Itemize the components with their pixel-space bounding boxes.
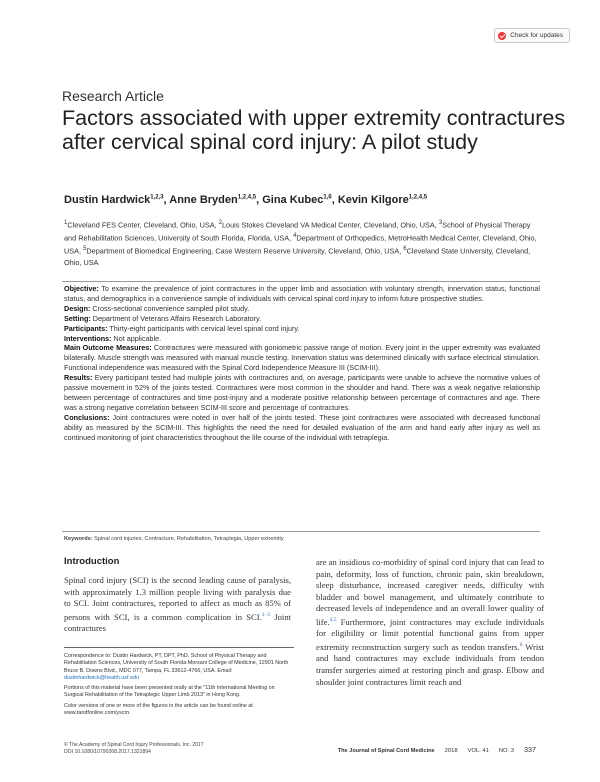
affiliation: School of Physical Therapy and Rehabilitation Sciences, University of South Florida, Florida, USA,: [64, 220, 531, 243]
author-affiliation-marker: 1,2,4,5: [237, 194, 257, 201]
copyright-line: © The Academy of Spinal Cord Injury Professionals, Inc. 2017: [64, 742, 204, 748]
journal-year: 2018: [444, 748, 458, 754]
email-link[interactable]: dustinhardwick@health.usf.edu: [64, 674, 139, 681]
affiliations: $^1$Cleveland FES Center, Cleveland, Ohio, USA, $^2$Louis Stokes Cleveland VA Medical Center, Cleveland, Ohio, USA, $^3$School of Physical Therapy and Rehabilitation Sciences, University of South Florida, Florida, USA, $^4$Department of Orthopedics, MetroHealth Medical Center, Cleveland, Ohio, USA, $^5$Department of Biomedical Engineering, Case Western Reserve University, Cleveland, Ohio, USA, $^6$Cleveland State University, Cleveland, Ohio, USA: [64, 220, 537, 268]
check-for-updates-button[interactable]: [494, 28, 570, 43]
check-for-updates-label: Check for updates: [510, 32, 563, 39]
footer-copyright: [64, 742, 204, 757]
author-name: Kevin Kilgore: [337, 194, 409, 206]
affiliation: Cleveland State University, Cleveland, Ohio, USA: [64, 246, 531, 268]
article-title: Factors associated with upper extremity contractures after cervical spinal cord injury: A pilot study: [62, 106, 566, 154]
keywords: Keywords: Spinal cord injuries, Contracture, Rehabilitation, Tetraplegia, Upper extremity: [64, 536, 284, 542]
abstract-section: Conclusions: Joint contractures were noted in over half of the joints tested. These joint contractures were associated with decreased functional ability as measured by the SCIM-III. This highlights the need the need for detailed evaluation of the arm and hand early after injury as well as continued monitoring of joint characteristics throughout the life course of the individual with tetraplegia.: [64, 412, 541, 442]
author-name: Anne Bryden: [169, 194, 238, 206]
intro-paragraph-right: are an insidious co-morbidity of spinal cord injury that can lead to pain, deformity, loss of function, chronic pain, skin breakdown, sleep disturbance, increased caregiver needs, difficulty with bladder and bowel management, and ultimately contribute to decreased levels of independence and an overall lower quality of life.$^{4,5}$ Furthermore, joint contractures may exclude individuals for eligibility or limit potential functional gains from upper extremity reconstruction surgery such as tendon transfers.$^6$ Wrist and hand contractures may exclude individuals from tendon transfer surgeries aimed at restoring pinch and grasp. Elbow and shoulder joint contractures limit reach and: [316, 557, 544, 687]
check-icon: [498, 32, 506, 40]
journal-volume: VOL. 41: [467, 748, 489, 754]
author-affiliation-marker: 1,2,4,5: [408, 194, 428, 201]
abstract-section: Interventions: Not applicable.: [64, 333, 162, 343]
citation-link[interactable]: 4,5: [329, 616, 337, 623]
affiliation: Department of Orthopedics, MetroHealth Medical Center, Cleveland, Ohio, USA,: [64, 233, 537, 256]
article-type: Research Article: [62, 88, 164, 104]
author-affiliation-marker: 1,6: [323, 194, 332, 201]
author-list: Dustin Hardwick$^{1,2,3}$, Anne Bryden$^{1,2,4,5}$, Gina Kubec$^{1,6}$, Kevin Kilgore$^{1,2,4,5}$: [64, 194, 428, 206]
footer-journal-info: [338, 745, 536, 754]
affiliation: Louis Stokes Cleveland VA Medical Center, Cleveland, Ohio, USA,: [221, 220, 437, 230]
doi-line[interactable]: DOI 10.1080/10790268.2017.1321894: [64, 749, 151, 756]
citation-link[interactable]: 6: [519, 642, 523, 649]
page-number: 337: [524, 745, 536, 754]
journal-issue: NO. 3: [498, 748, 514, 754]
section-heading-introduction: Introduction: [64, 556, 120, 567]
affiliation: Cleveland FES Center, Cleveland, Ohio, USA,: [67, 220, 217, 230]
abstract-section: Setting: Department of Veterans Affairs Research Laboratory.: [64, 313, 262, 323]
author-affiliation-marker: 1,2,3: [150, 194, 164, 201]
abstract-section: Results: Every participant tested had multiple joints with contractures and, on average, participants were unable to achieve the normative values of passive movement in 52% of the joints tested. Contractures were most common in the shoulder and hand. There was a weak negative relationship between percentage of contractures and time post-injury and a moderate positive relationship between percentage of contractures and age. There was a strong negative correlation between SCIM-III score and percentage of contractures.: [64, 373, 540, 412]
intro-paragraph-left: Spinal cord injury (SCI) is the second leading cause of paralysis, with approximately 1.3 million people living with paralysis due to SCI. Joint contractures, reported to affect as much as 85% of persons with SCI, is a common complication in SCI.$^{1-3}$ Joint contractures: [64, 575, 291, 634]
journal-name: The Journal of Spinal Cord Medicine: [337, 748, 435, 754]
abstract-section: Participants: Thirty-eight participants with cervical level spinal cord injury.: [64, 323, 300, 333]
abstract-section: Design: Cross-sectional convenience sampled pilot study.: [64, 303, 250, 313]
correspondence-note: Correspondence to: Dustin Hardwick, PT, DPT, PhD, School of Physical Therapy and Rehabilitation Sciences, University of South Florida Morsani College of Medicine, 12901 North Bruce B. Downs Blvd., MDC 077, Tampa, FL 33612-4766, USA. Email: dustinhardwick@health.usf.edu Portions of this material have been presented orally at the "11th International Meeting on Surgical Rehabilitation of the Tetraplegic Upper Limb 2013" in Hong Kong. Color versions of one or more of the figures in the article can be found online at www.tandfonline.com/yscm.: [64, 647, 294, 720]
author-name: Dustin Hardwick: [64, 194, 151, 206]
abstract-section: Objective: To examine the prevalence of joint contractures in the upper limb and association with voluntary strength, innervation status, functional status, and demographics in a convenience sample of individuals with cervical spinal cord injury to inform future prospective studies.: [64, 284, 540, 303]
citation-link[interactable]: 1–3: [261, 611, 271, 618]
abstract-section: Main Outcome Measures: Contractures were measured with goniometric passive range of motion. Every joint in the upper extremity was evaluated bilaterally. Muscle strength was measured with manual muscle testing. Innervation status was determined clinically with surface electrical stimulation. Functional independence was measured with the Spinal Cord Independence Measure III (SCIM-III).: [64, 343, 540, 373]
abstract: [64, 284, 540, 443]
author-name: Gina Kubec: [262, 194, 324, 206]
affiliation: Department of Biomedical Engineering, Case Western Reserve University, Cleveland, Ohio, USA,: [86, 246, 402, 256]
